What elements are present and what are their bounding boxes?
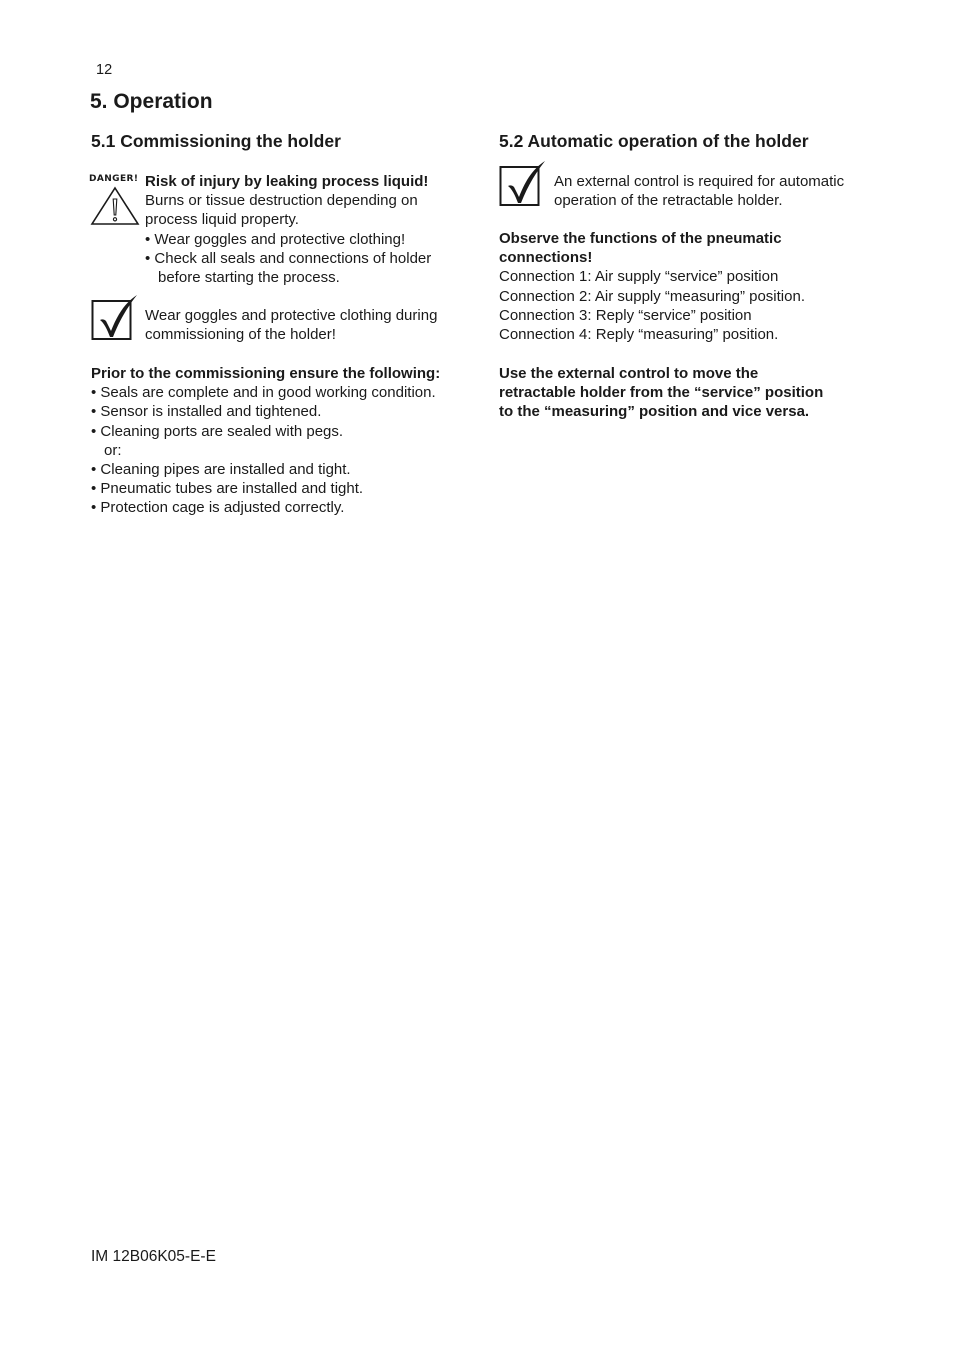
connections-heading: connections! [499,249,593,267]
connection-item: Connection 2: Air supply “measuring” position. [499,287,805,305]
note-line: Wear goggles and protective clothing during [145,307,438,324]
note-line: operation of the retractable holder. [554,192,783,210]
danger-label: DANGER! [89,174,139,184]
danger-bullet: • Check all seals and connections of holder [145,249,432,267]
checklist-or: or: [104,441,122,459]
subsection-title-automatic: 5.2 Automatic operation of the holder [499,131,809,151]
connections-block [499,229,805,344]
connections-heading: Observe the functions of the pneumatic [499,230,782,247]
checklist-block [91,364,440,518]
instruction-line: retractable holder from the “service” position [499,384,824,402]
note-line: An external control is required for automatic [554,173,845,190]
connection-item: Connection 1: Air supply “service” position [499,268,779,286]
note-block-left [145,306,437,344]
connection-item: Connection 3: Reply “service” position [499,306,752,324]
instruction-line: to the “measuring” position and vice versa. [499,403,810,421]
checklist-item: • Cleaning pipes are installed and tight. [91,461,351,479]
danger-text-line: process liquid property. [145,211,299,229]
checkmark-icon [499,159,547,207]
connection-item: Connection 4: Reply “measuring” position. [499,326,779,344]
checklist-item: • Protection cage is adjusted correctly. [91,499,345,517]
instruction-line: Use the external control to move the [499,365,759,382]
checklist-item: • Pneumatic tubes are installed and tight. [91,480,364,498]
page-number: 12 [96,62,113,78]
danger-bullet: • Wear goggles and protective clothing! [145,230,406,248]
checklist-item: • Cleaning ports are sealed with pegs. [91,422,344,440]
danger-text-line: Burns or tissue destruction depending on [145,192,418,210]
warning-triangle-icon [90,186,140,226]
instruction-block [499,364,823,422]
note-block-right [554,172,844,210]
document-code: IM 12B06K05-E-E [91,1248,216,1265]
subsection-title-commissioning: 5.1 Commissioning the holder [91,131,341,151]
note-line: commissioning of the holder! [145,326,336,344]
checklist-item: • Seals are complete and in good working condition. [91,384,436,402]
danger-block [145,172,431,287]
checkmark-icon [91,293,139,341]
danger-heading: Risk of injury by leaking process liquid! [145,173,429,190]
section-title: 5. Operation [90,90,213,113]
checklist-heading: Prior to the commissioning ensure the following: [91,365,441,382]
checklist-item: • Sensor is installed and tightened. [91,403,322,421]
danger-bullet-continuation: before starting the process. [158,269,340,287]
